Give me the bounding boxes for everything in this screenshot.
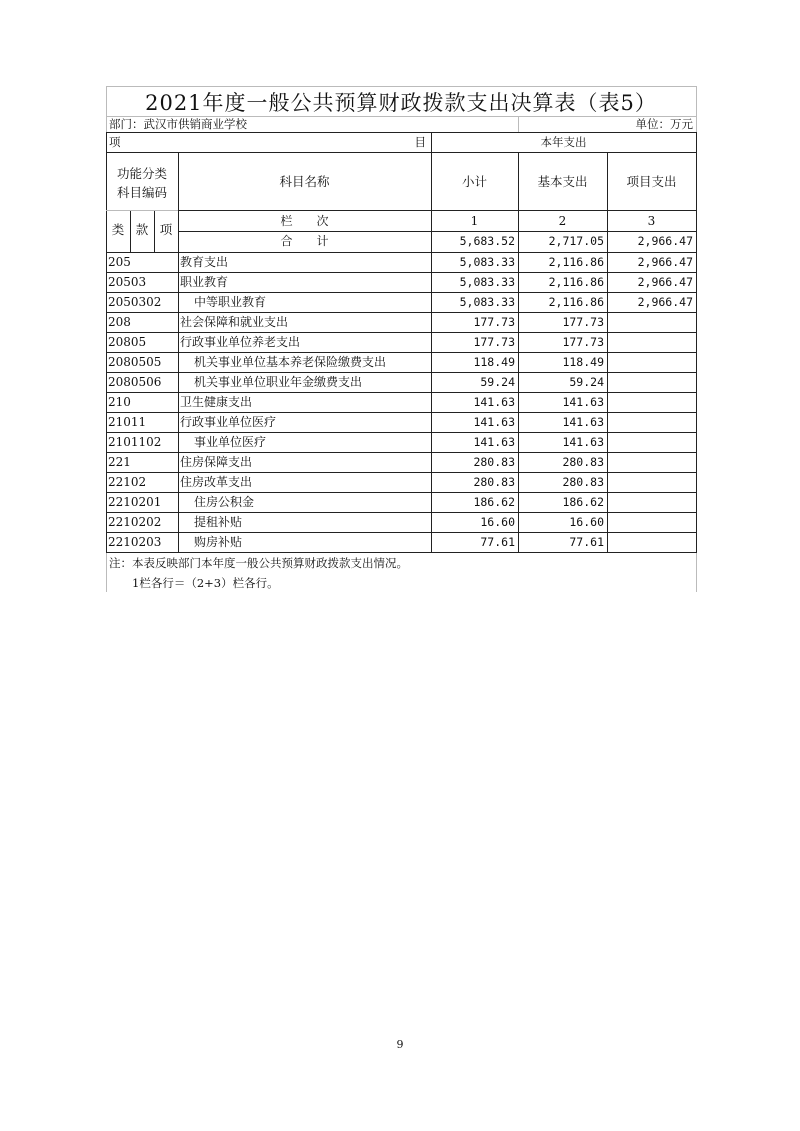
row-basic: 177.73: [562, 315, 604, 329]
unit-label: 单位：万元: [635, 117, 693, 131]
row-subtotal: 77.61: [480, 535, 515, 549]
row-code: 210: [108, 395, 131, 409]
row-basic: 16.60: [569, 515, 604, 529]
row-basic: 186.62: [562, 495, 604, 509]
page-number: 9: [396, 1038, 404, 1051]
header-subtotal: 小计: [461, 174, 487, 189]
column-number-1: 1: [470, 214, 479, 228]
row-basic: 118.49: [562, 355, 604, 369]
row-name: 机关事业单位职业年金缴费支出: [194, 375, 363, 389]
row-code: 2080505: [108, 355, 162, 369]
row-basic: 77.61: [569, 535, 604, 549]
row-code: 221: [108, 455, 131, 469]
grid-line-v: [518, 152, 519, 553]
header-xiang: 项: [159, 222, 173, 237]
grid-line-v: [154, 210, 155, 252]
row-code: 208: [108, 315, 131, 329]
column-number-3: 3: [647, 214, 656, 228]
row-name: 住房改革支出: [180, 475, 253, 489]
total-project: 2,966.47: [637, 234, 693, 248]
row-basic: 280.83: [562, 475, 604, 489]
row-name: 中等职业教育: [194, 295, 267, 309]
row-subtotal: 186.62: [473, 495, 515, 509]
header-subject-name: 科目名称: [279, 174, 330, 189]
row-subtotal: 141.63: [473, 395, 515, 409]
grid-line-v: [696, 132, 697, 553]
row-subtotal: 141.63: [473, 415, 515, 429]
row-basic: 59.24: [569, 375, 604, 389]
row-subtotal: 177.73: [473, 335, 515, 349]
row-name: 住房保障支出: [180, 455, 253, 469]
row-name: 社会保障和就业支出: [180, 315, 289, 329]
grid-line-h: [106, 132, 696, 133]
row-code: 2080506: [108, 375, 162, 389]
row-project: 2,966.47: [637, 255, 693, 269]
grid-line-h: [106, 210, 178, 211]
table-title: 2021年度一般公共预算财政拨款支出决算表（表5）: [145, 91, 657, 115]
row-name: 职业教育: [180, 275, 229, 289]
row-subtotal: 5,083.33: [459, 275, 515, 289]
row-code: 2101102: [108, 435, 162, 449]
expenditure-table: [106, 86, 696, 592]
row-basic: 280.83: [562, 455, 604, 469]
row-name: 住房公积金: [194, 495, 255, 509]
row-basic: 177.73: [562, 335, 604, 349]
row-basic: 141.63: [562, 395, 604, 409]
grid-line-v: [607, 152, 608, 553]
header-current-year: 本年支出: [540, 135, 587, 149]
total-label: 合 计: [280, 234, 329, 248]
row-code: 20805: [108, 335, 147, 349]
header-code-group: 功能分类 科目编码: [116, 166, 167, 200]
row-name: 购房补贴: [194, 535, 243, 549]
row-name: 机关事业单位基本养老保险缴费支出: [194, 355, 387, 369]
row-project: 2,966.47: [637, 275, 693, 289]
row-basic: 2,116.86: [548, 275, 604, 289]
table-note-formula: 1栏各行＝（2+3）栏各行。: [132, 576, 279, 590]
grid-line-v: [518, 116, 519, 132]
header-lei: 类: [111, 222, 125, 237]
grid-line-h: [106, 116, 696, 117]
column-number-2: 2: [558, 214, 567, 228]
header-basic: 基本支出: [537, 174, 588, 189]
row-subtotal: 280.83: [473, 475, 515, 489]
row-basic: 2,116.86: [548, 295, 604, 309]
grid-line-v: [178, 152, 179, 553]
row-name: 提租补贴: [194, 515, 243, 529]
grid-line-h: [178, 210, 696, 211]
row-basic: 141.63: [562, 435, 604, 449]
total-subtotal: 5,683.52: [459, 234, 515, 248]
row-subtotal: 16.60: [480, 515, 515, 529]
row-code: 2050302: [108, 295, 162, 309]
row-code: 2210203: [108, 535, 162, 549]
row-name: 行政事业单位医疗: [180, 415, 277, 429]
row-basic: 2,116.86: [548, 255, 604, 269]
row-code: 2210201: [108, 495, 162, 509]
row-subtotal: 5,083.33: [459, 255, 515, 269]
grid-line-v: [431, 132, 432, 553]
row-subtotal: 5,083.33: [459, 295, 515, 309]
grid-line-h: [106, 86, 696, 87]
row-subtotal: 141.63: [473, 435, 515, 449]
grid-line-v: [130, 210, 131, 252]
header-item-right: 目: [414, 135, 426, 149]
row-subtotal: 59.24: [480, 375, 515, 389]
row-code: 20503: [108, 275, 147, 289]
row-code: 21011: [108, 415, 147, 429]
grid-line-h: [178, 231, 696, 232]
department-label: 部门：武汉市供销商业学校: [109, 117, 247, 131]
row-name: 卫生健康支出: [180, 395, 253, 409]
row-project: 2,966.47: [637, 295, 693, 309]
row-code: 22102: [108, 475, 147, 489]
row-subtotal: 177.73: [473, 315, 515, 329]
total-basic: 2,717.05: [548, 234, 604, 248]
header-project: 项目支出: [626, 174, 677, 189]
table-note: 注：本表反映部门本年度一般公共预算财政拨款支出情况。: [109, 556, 408, 570]
row-name: 事业单位医疗: [194, 435, 267, 449]
row-name: 行政事业单位养老支出: [180, 335, 301, 349]
grid-line-v: [106, 132, 107, 553]
row-code: 205: [108, 255, 131, 269]
header-kuan: 款: [135, 222, 149, 237]
row-subtotal: 118.49: [473, 355, 515, 369]
table-grid: [106, 86, 696, 592]
row-basic: 141.63: [562, 415, 604, 429]
row-code: 2210202: [108, 515, 162, 529]
header-item-left: 项: [109, 135, 121, 149]
column-label: 栏 次: [280, 214, 329, 228]
row-name: 教育支出: [180, 255, 229, 269]
row-subtotal: 280.83: [473, 455, 515, 469]
